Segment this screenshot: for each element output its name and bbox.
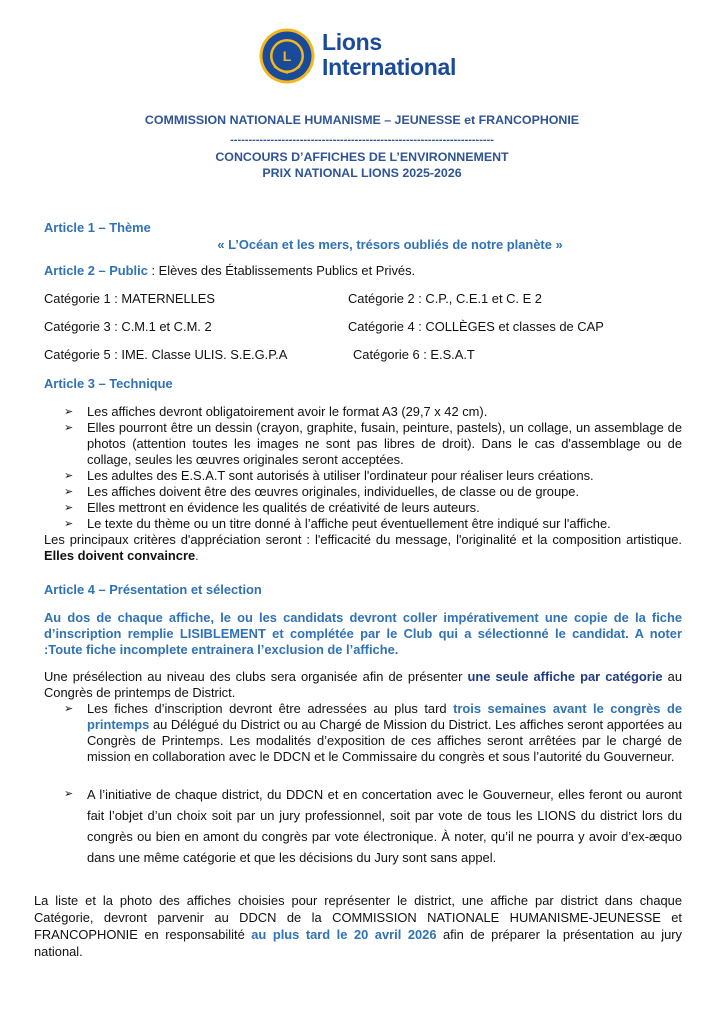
list-item: ➢ A l’initiative de chaque district, du DDCN et en concertation avec le Gouverneur, elles feront ou auront fait l’objet d’un choix soit par un jury professionnel, soit par vote de tous les LIONS du district lors du congrès ou bien en amont du congrès par vote électronique. À noter, qu’il ne pourra y avoir d’ex-æquo dans une même catégorie et que les décisions du Jury sont sans appel.: [64, 784, 682, 868]
article2-line: [44, 263, 415, 279]
article1-title: Article 1 – Thème: [44, 220, 151, 235]
bullet-arrow-icon: ➢: [64, 502, 74, 514]
bullet-arrow-icon: ➢: [64, 703, 74, 715]
category-2: Catégorie 2 : C.P., C.E.1 et C. E 2: [348, 291, 542, 306]
final-deadline-emphasis: au plus tard le 20 avril 2026: [251, 927, 437, 942]
svg-text:L: L: [282, 48, 292, 64]
brand-line2: International: [322, 54, 457, 80]
bullet-arrow-icon: ➢: [64, 470, 74, 482]
bullet-arrow-icon: ➢: [64, 422, 74, 434]
bullet-arrow-icon: ➢: [64, 518, 74, 530]
category-4: Catégorie 4 : COLLÈGES et classes de CAP: [348, 319, 604, 334]
list-item: ➢ Elles pourront être un dessin (crayon, graphite, fusain, peinture, pastels), un collage, un assemblage de photos (attention toutes les images ne sont pas libres de droit). Dans le cas d'assemblage ou de collage, seules les œuvres originales seront acceptées.: [64, 420, 682, 467]
category-1: Catégorie 1 : MATERNELLES: [44, 291, 215, 306]
list-item: ➢ Elles mettront en évidence les qualités de créativité de leurs auteurs.: [64, 500, 480, 515]
list-item: ➢ Le texte du thème ou un titre donné à l’affiche peut éventuellement être indiqué sur l'affiche.: [64, 516, 611, 531]
criteria-emphasis: Elles doivent convaincre: [44, 548, 196, 563]
brand-line1: Lions: [322, 29, 382, 55]
prize-title: PRIX NATIONAL LIONS 2025-2026: [262, 166, 462, 180]
header-divider: ------------------------------------------------------------------------: [230, 134, 494, 146]
bullet-arrow-icon: ➢: [64, 486, 74, 498]
preselection-paragraph: Une présélection au niveau des clubs sera organisée afin de présenter une seule affiche par catégorie au Congrès de printemps de District.: [44, 669, 682, 700]
preselection-emphasis: une seule affiche par catégorie: [467, 669, 663, 684]
brand-wordmark: [322, 30, 456, 80]
registration-warning: Au dos de chaque affiche, le ou les candidats devront coller impérativement une copie de la fiche d’inscription remplie LISIBLEMENT et complétée par le Club qui a sélectionné le candidat. A noter :Toute fiche incomplete entrainera l’exclusion de l’affiche.: [44, 610, 682, 657]
article2-public: : Elèves des Établissements Publics et Privés.: [147, 263, 416, 278]
article4-title: Article 4 – Présentation et sélection: [44, 582, 262, 597]
article1-theme: « L’Océan et les mers, trésors oubliés de notre planète »: [217, 237, 563, 252]
category-5: Catégorie 5 : IME. Classe ULIS. S.E.G.P.A: [44, 347, 288, 362]
category-3: Catégorie 3 : C.M.1 et C.M. 2: [44, 319, 212, 334]
article3-title: Article 3 – Technique: [44, 376, 173, 391]
list-item: ➢ Les adultes des E.S.A.T sont autorisés à utiliser l'ordinateur pour réaliser leurs créations.: [64, 468, 594, 483]
category-6: Catégorie 6 : E.S.A.T: [353, 347, 475, 362]
list-item: ➢ Les affiches devront obligatoirement avoir le format A3 (29,7 x 42 cm).: [64, 404, 488, 419]
bullet-arrow-icon: ➢: [64, 788, 74, 800]
deadline-emphasis: trois semaines avant le congrès de printemps: [87, 701, 682, 732]
lions-emblem-icon: [258, 27, 316, 85]
final-paragraph: La liste et la photo des affiches choisies pour représenter le district, une affiche par district dans chaque Catégorie, devront parvenir au DDCN de la COMMISSION NATIONALE HUMANISME-JEUNESSE et FRANCOPHONIE en responsabilité au plus tard le 20 avril 2026 afin de préparer la présentation au jury national.: [34, 893, 682, 959]
criteria-paragraph: Les principaux critères d'appréciation seront : l'efficacité du message, l'originalité et la composition artistique. Elles doivent convaincre.: [44, 532, 682, 563]
contest-title: CONCOURS D’AFFICHES DE L’ENVIRONNEMENT: [215, 150, 509, 164]
list-item: ➢ Les fiches d’inscription devront être adressées au plus tard trois semaines avant le congrès de printemps au Délégué du District ou au Chargé de Mission du District. Les affiches seront apportées au Congrès de Printemps. Les modalités d’exposition de ces affiches seront arrêtées par le chargé de mission en collaboration avec le DDCN et le Commissaire du congrès et sous l’autorité du Gouverneur.: [64, 701, 682, 764]
article2-title: Article 2 – Public: [44, 263, 148, 278]
commission-title: COMMISSION NATIONALE HUMANISME – JEUNESSE et FRANCOPHONIE: [144, 113, 580, 127]
bullet-arrow-icon: ➢: [64, 406, 74, 418]
list-item: ➢ Les affiches doivent être des œuvres originales, individuelles, de classe ou de groupe.: [64, 484, 580, 499]
